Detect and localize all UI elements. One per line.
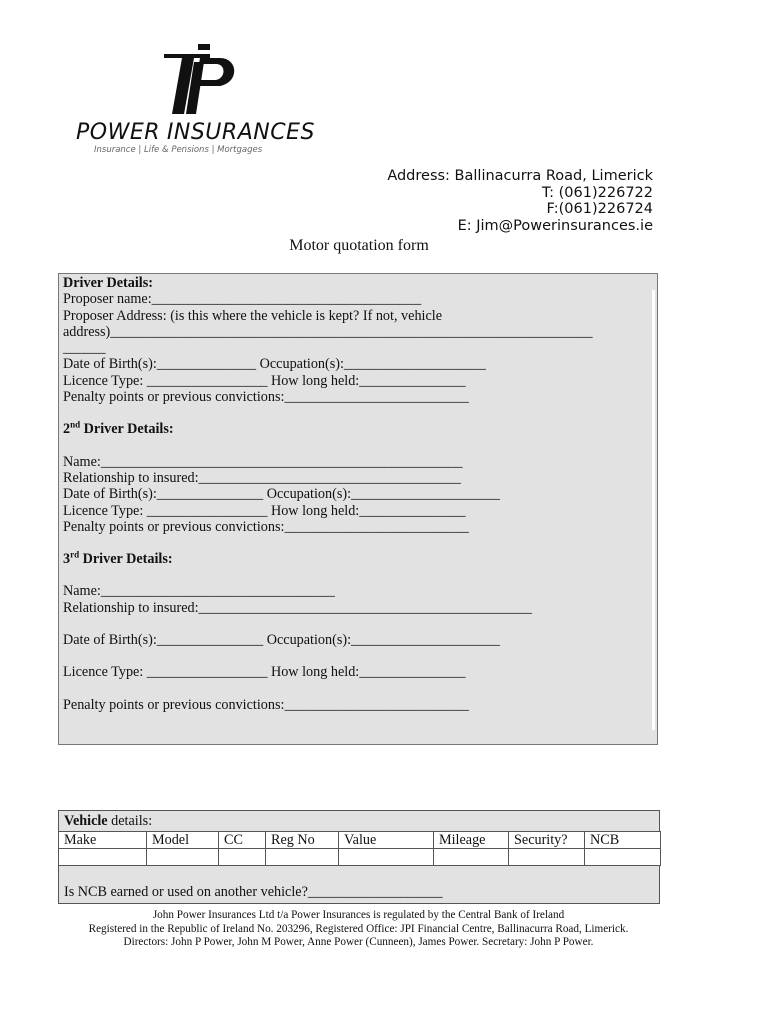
driver3-relationship-field[interactable]: Relationship to insured:_______________________________________________ bbox=[63, 599, 532, 616]
driver2-heading-text: Driver Details: bbox=[80, 421, 174, 438]
col-mileage: Mileage bbox=[434, 832, 509, 849]
contact-fax: F:(061)226724 bbox=[546, 201, 653, 217]
driver3-heading-sup: rd bbox=[70, 549, 80, 560]
footer-registration: Registered in the Republic of Ireland No. 203296, Registered Office: JPI Financial Centre, Ballinacurra Road, Limerick. bbox=[88, 922, 629, 935]
col-ncb: NCB bbox=[585, 832, 661, 849]
driver2-relationship-field[interactable]: Relationship to insured:_____________________________________ bbox=[63, 469, 462, 486]
proposer-address-label: Proposer Address: (is this where the vehicle is kept? If not, vehicle bbox=[63, 307, 443, 324]
driver2-penalty-field[interactable]: Penalty points or previous convictions:__________________________ bbox=[63, 518, 469, 535]
driver1-penalty-field[interactable]: Penalty points or previous convictions:__________________________ bbox=[63, 389, 469, 406]
col-model: Model bbox=[147, 832, 219, 849]
brand-word-1: POWER bbox=[76, 120, 161, 145]
mileage-cell[interactable] bbox=[434, 849, 509, 866]
driver2-licence-field[interactable]: Licence Type: _________________ How long held:_______________ bbox=[63, 502, 466, 519]
driver2-dob-occupation-field[interactable]: Date of Birth(s):_______________ Occupation(s):_____________________ bbox=[63, 486, 500, 503]
company-logo bbox=[76, 42, 316, 157]
vehicle-table-header-row bbox=[59, 832, 661, 849]
contact-address: Address: Ballinacurra Road, Limerick bbox=[387, 168, 653, 184]
contact-email[interactable]: E: Jim@Powerinsurances.ie bbox=[457, 217, 653, 234]
reg-no-cell[interactable] bbox=[266, 849, 339, 866]
vehicle-table bbox=[58, 831, 661, 866]
footer bbox=[56, 909, 661, 950]
contact-phone: T: (061)226722 bbox=[541, 184, 653, 201]
jp-monogram-icon bbox=[160, 42, 240, 117]
vehicle-details-section bbox=[58, 810, 660, 904]
make-cell[interactable] bbox=[59, 849, 147, 866]
col-value: Value bbox=[339, 832, 434, 849]
col-reg-no: Reg No bbox=[266, 832, 339, 849]
vehicle-table-input-row bbox=[59, 849, 661, 866]
driver3-heading-num: 3 bbox=[63, 551, 71, 568]
ncb-question-field[interactable]: Is NCB earned or used on another vehicle?___________________ bbox=[58, 866, 660, 904]
proposer-address-field[interactable]: address)____________________________________________________________________ bbox=[63, 323, 593, 340]
brand-name bbox=[76, 120, 315, 145]
driver2-heading-num: 2 bbox=[63, 421, 71, 438]
driver3-name-field[interactable]: Name:_________________________________ bbox=[63, 583, 335, 600]
proposer-address-field-cont[interactable]: ______ bbox=[63, 340, 106, 357]
driver1-licence-field[interactable]: Licence Type: _________________ How long held:_______________ bbox=[63, 372, 466, 389]
driver3-dob-occupation-field[interactable]: Date of Birth(s):_______________ Occupation(s):_____________________ bbox=[63, 632, 500, 649]
proposer-name-field[interactable]: Proposer name:______________________________________ bbox=[63, 291, 422, 308]
footer-directors: Directors: John P Power, John M Power, Anne Power (Cunneen), James Power. Secretary: John P Power. bbox=[123, 936, 594, 948]
section-edge bbox=[652, 290, 655, 730]
vehicle-heading-text: details: bbox=[107, 813, 153, 829]
form-title: Motor quotation form bbox=[289, 237, 429, 254]
brand-word-2: INSURANCES bbox=[166, 120, 315, 145]
brand-tagline: Insurance | Life & Pensions | Mortgages bbox=[94, 145, 263, 155]
driver-details-section bbox=[58, 273, 658, 745]
col-cc: CC bbox=[219, 832, 266, 849]
driver3-licence-field[interactable]: Licence Type: _________________ How long held:_______________ bbox=[63, 664, 466, 681]
driver1-dob-occupation-field[interactable]: Date of Birth(s):______________ Occupation(s):____________________ bbox=[63, 356, 486, 373]
footer-regulation: John Power Insurances Ltd t/a Power Insurances is regulated by the Central Bank of Ireland bbox=[152, 909, 565, 921]
driver2-heading bbox=[63, 421, 650, 437]
model-cell[interactable] bbox=[147, 849, 219, 866]
vehicle-heading-bold: Vehicle bbox=[64, 813, 108, 829]
driver3-heading-text: Driver Details: bbox=[79, 551, 173, 568]
driver2-heading-sup: nd bbox=[70, 419, 81, 430]
cc-cell[interactable] bbox=[219, 849, 266, 866]
col-security: Security? bbox=[509, 832, 585, 849]
driver1-heading: Driver Details: bbox=[63, 275, 153, 291]
contact-block bbox=[387, 168, 653, 234]
value-cell[interactable] bbox=[339, 849, 434, 866]
ncb-cell[interactable] bbox=[585, 849, 661, 866]
security-cell[interactable] bbox=[509, 849, 585, 866]
vehicle-heading bbox=[58, 810, 660, 831]
driver3-heading bbox=[63, 551, 650, 567]
driver2-name-field[interactable]: Name:___________________________________________________ bbox=[63, 453, 463, 470]
driver3-penalty-field[interactable]: Penalty points or previous convictions:__________________________ bbox=[63, 696, 469, 713]
col-make: Make bbox=[59, 832, 147, 849]
